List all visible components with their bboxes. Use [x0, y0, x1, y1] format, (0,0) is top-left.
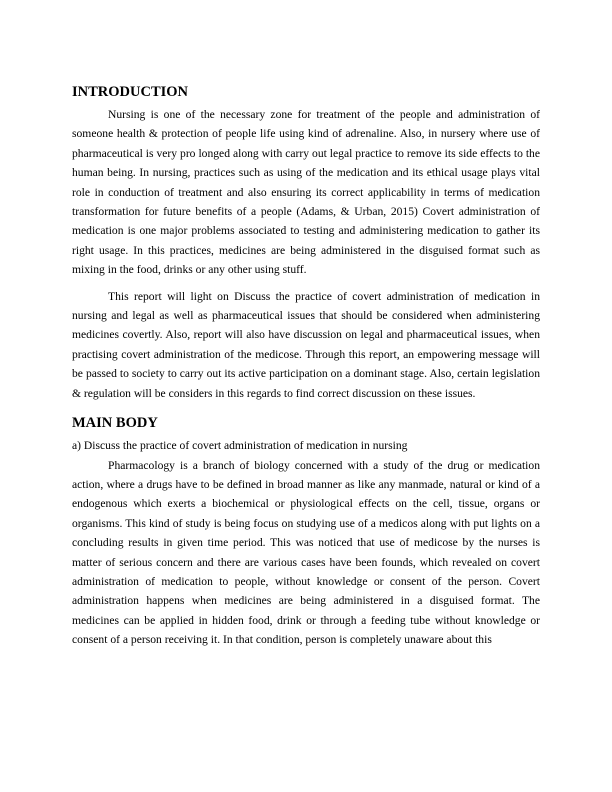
main-body-section: [72, 415, 540, 649]
main-body-subheading: a) Discuss the practice of covert administration of medication in nursing: [72, 439, 408, 453]
introduction-heading: INTRODUCTION: [72, 84, 189, 100]
main-body-heading: MAIN BODY: [72, 415, 158, 432]
introduction-paragraph-1: Nursing is one of the necessary zone for treatment of the people and administration of someone health & protection of people life using kind of adrenaline. Also, in nursery where use of pharmaceutical is very pro longed along with carry out legal practice to remove its side effects to the human being. In nursing, practices such as using of the medication and its ethical usage plays vital role in conduction of treatment and also ensuring its correct applicability in terms of medication transformation for future benefits of a people (Adams, & Urban, 2015) Covert administration of medication is one major problems associated to testing and administering medication to gather its right usage. In this practices, medicines are being administered in the disguised format such as mixing in the food, drinks or any other using stuff.: [72, 108, 540, 277]
introduction-section: [72, 84, 540, 403]
introduction-paragraph-2: This report will light on Discuss the practice of covert administration of medication in nursing and legal as well as pharmaceutical issues that should be considered when administering medicines covertly. Also, report will also have discussion on legal and pharmaceutical issues, when practising covert administration of the medicose. Through this report, an empowering message will be passed to society to carry out its active participation on a dominant stage. Also, certain legislation & regulation will be considers in this regards to find correct discussion on these issues.: [72, 289, 540, 400]
main-body-paragraph-1: Pharmacology is a branch of biology concerned with a study of the drug or medication action, where a drugs have to be defined in broad manner as like any manmade, natural or kind of a endogenous which exerts a biochemical or physiological effects on the cell, tissue, organs or organisms. This kind of study is being focus on studying use of a medicos along with put lights on a concluding results in given time period. This was noticed that use of medicose by the nurses is matter of serious concern and there are various cases have been founds, which revealed on covert administration of medication to people, without knowledge or consent of the person. Covert administration happens when medicines are being administered in a disguised format. The medicines can be applied in hidden food, drink or through a feeding tube without knowledge or consent of a person receiving it. In that condition, person is completely unaware about this: [72, 458, 540, 647]
page-content: [72, 84, 540, 657]
